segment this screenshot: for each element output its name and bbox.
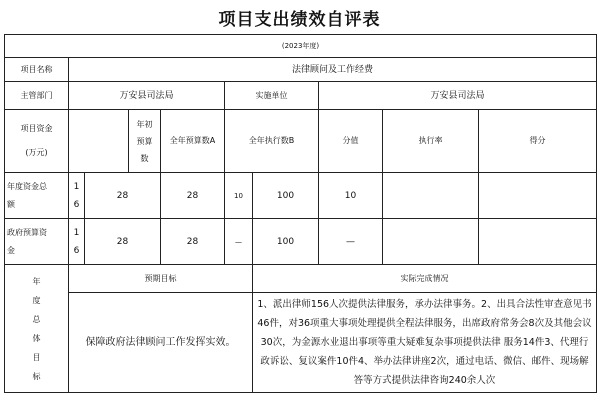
annual-funds-execution: 100 <box>253 173 319 219</box>
annual-funds-initial-budget: 28 <box>85 173 161 219</box>
gov-budget-digit-2: 6 <box>73 245 80 256</box>
initial-budget-header-line2: 预算 <box>136 136 153 146</box>
annual-funds-label-line2: 额 <box>7 199 15 209</box>
project-name-value: 法律顾问及工作经费 <box>69 58 597 82</box>
gov-budget-weight: — <box>319 219 383 265</box>
expected-goal-text: 保障政府法律顾问工作发挥实效。 <box>69 293 253 393</box>
implementer-value: 万安县司法局 <box>319 82 597 110</box>
execution-rate-header: 执行率 <box>383 110 479 173</box>
annual-goal-char-5: 目 <box>32 352 41 362</box>
actual-completion-header: 实际完成情况 <box>253 265 597 293</box>
gov-budget-score <box>479 219 597 265</box>
gov-budget-label-line1: 政府预算资 <box>7 227 47 237</box>
annual-funds-full-budget: 28 <box>161 173 225 219</box>
annual-funds-weight: 10 <box>319 173 383 219</box>
annual-funds-label-line1: 年度资金总 <box>7 181 47 191</box>
gov-budget-initial-budget: 28 <box>85 219 161 265</box>
full-year-execution-header: 全年执行数B <box>225 110 319 173</box>
funds-label-line1: 项目资金 <box>20 124 53 133</box>
supervisor-label: 主管部门 <box>5 82 69 110</box>
gov-budget-execution: 100 <box>253 219 319 265</box>
annual-funds-exec-small: 10 <box>225 173 253 219</box>
gov-budget-exec-small: — <box>225 219 253 265</box>
funds-label-line2: (万元) <box>25 148 48 157</box>
score-weight-header: 分值 <box>319 110 383 173</box>
annual-goal-char-6: 标 <box>32 371 41 381</box>
annual-funds-digit-1: 1 <box>73 181 80 192</box>
annual-goal-char-3: 总 <box>32 314 41 324</box>
gov-budget-label <box>5 219 69 265</box>
expected-goal-header: 预期目标 <box>69 265 253 293</box>
actual-completion-text: 1、派出律师156人次提供法律服务，承办法律事务。2、出具合法性审查意见书46件，对36项重大事项处理提供全程法律服务，出席政府常务会8次及其他会议30次，为金源水业退出事项等重大疑难复杂事项提供法律 服务14件3、代理行政诉讼、复议案件10件4、举办法律讲座2次，通过电话、微信、邮件、现场解答等方式提供法律咨询240余人次 <box>253 293 597 393</box>
page-title: 项目支出绩效自评表 <box>218 9 381 30</box>
annual-goal-side-label <box>5 265 69 393</box>
gov-budget-full-budget: 28 <box>161 219 225 265</box>
annual-funds-split-digits <box>69 173 85 219</box>
full-year-budget-header: 全年预算数A <box>161 110 225 173</box>
gov-budget-label-line2: 金 <box>7 245 15 255</box>
year-label: (2023年度) <box>5 35 597 58</box>
supervisor-value: 万安县司法局 <box>69 82 225 110</box>
initial-budget-header <box>129 110 161 173</box>
initial-budget-header-line3: 数 <box>140 153 149 163</box>
initial-budget-header-line1: 年初 <box>136 119 153 129</box>
project-name-label: 项目名称 <box>5 58 69 82</box>
score-header: 得分 <box>479 110 597 173</box>
gov-budget-digit-1: 1 <box>73 227 80 238</box>
annual-funds-digit-2: 6 <box>73 199 80 210</box>
annual-funds-rate <box>383 173 479 219</box>
annual-goal-char-4: 体 <box>32 333 41 343</box>
funds-label <box>5 110 69 173</box>
annual-goal-char-2: 度 <box>32 295 41 305</box>
gov-budget-rate <box>383 219 479 265</box>
annual-funds-score <box>479 173 597 219</box>
funds-blank-cell <box>69 110 129 173</box>
gov-budget-split-digits <box>69 219 85 265</box>
annual-goal-char-1: 年 <box>32 276 41 286</box>
self-evaluation-table <box>4 34 597 393</box>
implementer-label: 实施单位 <box>225 82 319 110</box>
annual-funds-label <box>5 173 69 219</box>
